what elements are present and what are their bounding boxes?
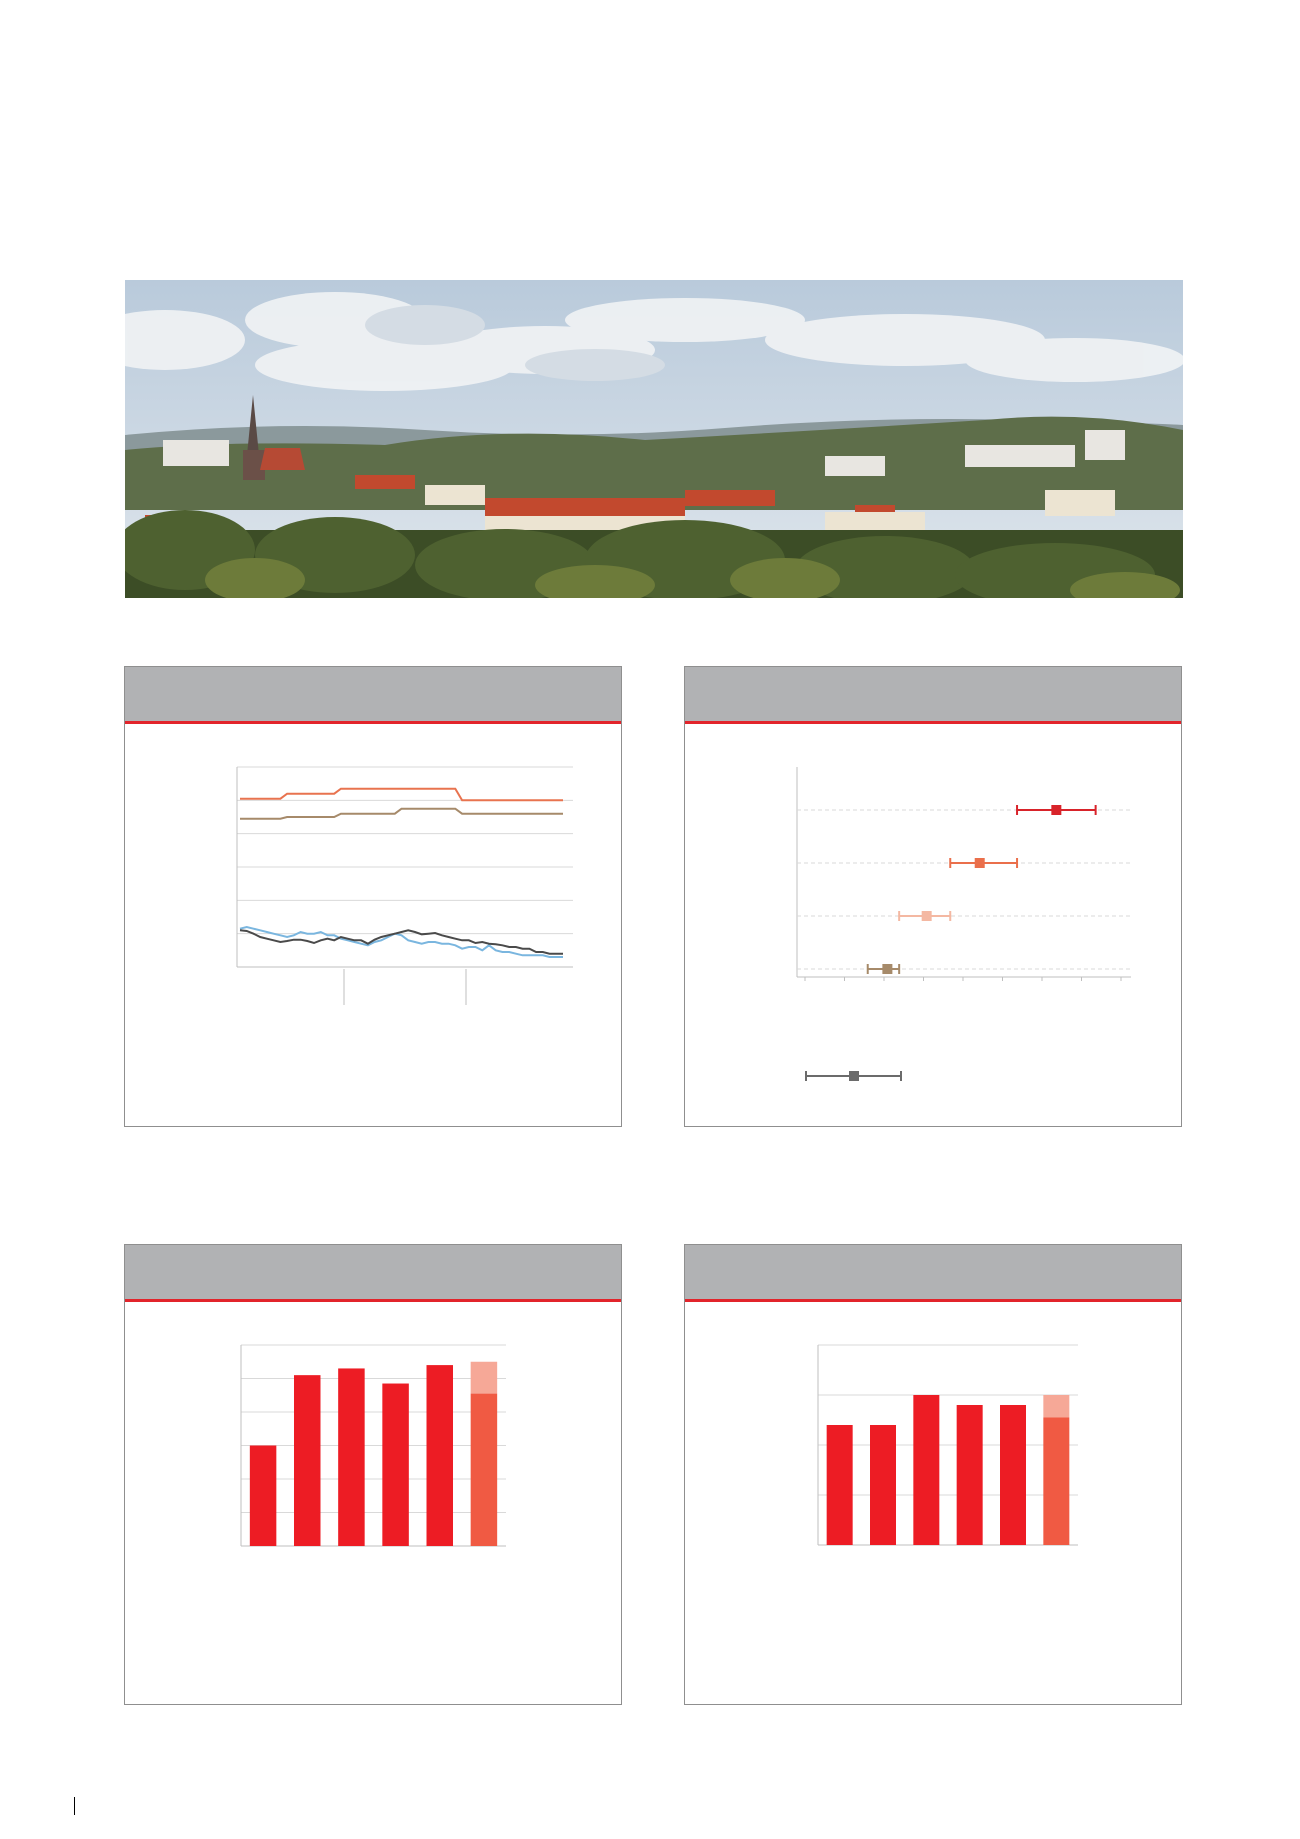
bar xyxy=(250,1446,277,1547)
bar xyxy=(427,1365,454,1546)
bar xyxy=(913,1395,939,1545)
line-chart-panel xyxy=(124,666,622,1127)
bar xyxy=(957,1405,983,1545)
point-marker xyxy=(975,858,985,868)
range-chart xyxy=(685,724,1181,1124)
legend-marker xyxy=(849,1071,859,1081)
range-chart-panel xyxy=(684,666,1182,1127)
bar-chart-panel xyxy=(124,1244,622,1705)
panel-header xyxy=(125,1245,621,1302)
bar xyxy=(338,1368,365,1546)
bar xyxy=(294,1375,321,1546)
bar-forecast-base xyxy=(1043,1418,1069,1546)
page-number-rule xyxy=(74,1797,75,1815)
bar xyxy=(827,1425,853,1545)
bar-forecast-top xyxy=(1043,1395,1069,1418)
bar xyxy=(870,1425,896,1545)
bar-forecast-base xyxy=(471,1394,498,1546)
series-line xyxy=(240,789,563,801)
point-marker xyxy=(1051,805,1061,815)
panel-header xyxy=(685,1245,1181,1302)
panel-header xyxy=(685,667,1181,724)
bar-chart xyxy=(685,1302,1181,1702)
bar-chart xyxy=(125,1302,621,1702)
bar xyxy=(382,1384,409,1546)
point-marker xyxy=(882,964,892,974)
bar xyxy=(1000,1405,1026,1545)
panel-header xyxy=(125,667,621,724)
city-panorama-image xyxy=(125,280,1183,598)
line-chart xyxy=(125,724,621,1124)
bar-chart-panel xyxy=(684,1244,1182,1705)
bar-forecast-top xyxy=(471,1362,498,1394)
point-marker xyxy=(922,911,932,921)
series-line xyxy=(240,809,563,819)
